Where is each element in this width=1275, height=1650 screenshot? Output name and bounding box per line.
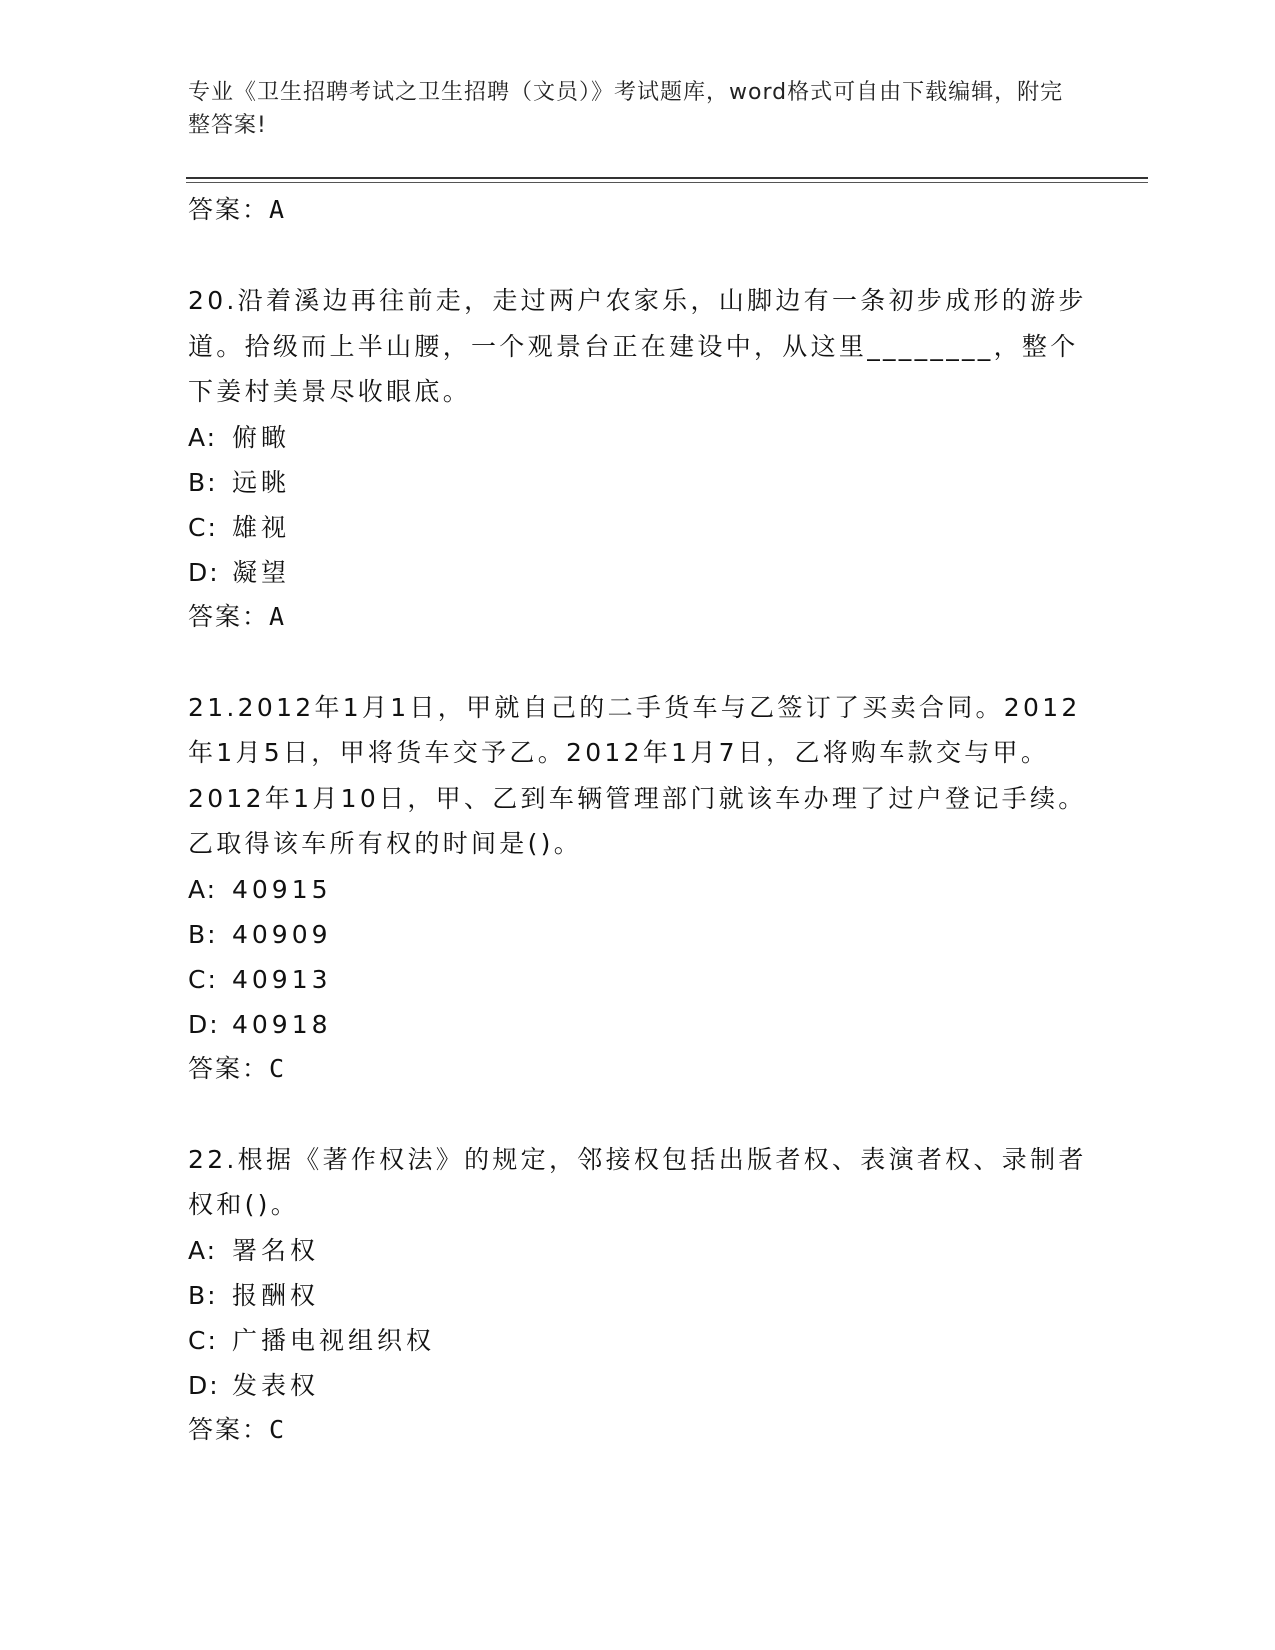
spacer bbox=[188, 1091, 1088, 1137]
option-list bbox=[188, 867, 1088, 1047]
option-key: D: bbox=[188, 1370, 220, 1400]
header-rule-thick bbox=[186, 177, 1148, 179]
option-list bbox=[188, 415, 1088, 595]
option-key: A: bbox=[188, 874, 218, 904]
header-rule-thin bbox=[186, 182, 1148, 183]
option-key: D: bbox=[188, 1009, 220, 1039]
question-text: 根据《著作权法》的规定，邻接权包括出版者权、表演者权、录制者权和()。 bbox=[188, 1144, 1087, 1219]
answer-label: 答案： bbox=[188, 195, 270, 224]
option-b bbox=[188, 1273, 1088, 1318]
option-d bbox=[188, 1002, 1088, 1047]
option-key: D: bbox=[188, 557, 220, 587]
answer-value: A bbox=[269, 601, 287, 631]
answer-value: A bbox=[269, 195, 287, 224]
option-text: 40909 bbox=[232, 919, 332, 949]
option-d bbox=[188, 550, 1088, 595]
option-text: 凝望 bbox=[232, 557, 291, 587]
option-text: 广播电视组织权 bbox=[232, 1325, 436, 1355]
option-key: C: bbox=[188, 512, 218, 542]
answer-value: C bbox=[269, 1053, 287, 1083]
question-21 bbox=[188, 685, 1088, 1091]
question-number: 21. bbox=[188, 692, 238, 722]
option-text: 俯瞰 bbox=[232, 422, 291, 452]
option-key: B: bbox=[188, 919, 218, 949]
option-text: 40913 bbox=[232, 964, 332, 994]
question-list bbox=[188, 188, 1088, 1452]
question-text: 沿着溪边再往前走，走过两户农家乐，山脚边有一条初步成形的游步道。拾级而上半山腰，一个观景台正在建设中，从这里________，整个下姜村美景尽收眼底。 bbox=[188, 286, 1087, 406]
option-c bbox=[188, 957, 1088, 1002]
option-list bbox=[188, 1228, 1088, 1408]
option-b bbox=[188, 912, 1088, 957]
question-number: 20. bbox=[188, 286, 238, 315]
option-key: C: bbox=[188, 964, 218, 994]
option-a bbox=[188, 1228, 1088, 1273]
question-number: 22. bbox=[188, 1144, 238, 1174]
question-stem bbox=[188, 685, 1088, 867]
option-b bbox=[188, 460, 1088, 505]
option-text: 40915 bbox=[232, 874, 332, 904]
option-text: 署名权 bbox=[232, 1235, 320, 1265]
option-text: 发表权 bbox=[232, 1370, 320, 1400]
question-20 bbox=[188, 278, 1088, 639]
question-22 bbox=[188, 1137, 1088, 1452]
option-text: 远眺 bbox=[232, 467, 291, 497]
previous-answer bbox=[188, 188, 1088, 232]
option-text: 报酬权 bbox=[232, 1280, 320, 1310]
question-answer bbox=[188, 1408, 1088, 1452]
question-stem bbox=[188, 278, 1088, 415]
option-a bbox=[188, 867, 1088, 912]
option-text: 40918 bbox=[232, 1009, 332, 1039]
question-answer bbox=[188, 1047, 1088, 1091]
document-header: 专业《卫生招聘考试之卫生招聘（文员）》考试题库，word格式可自由下载编辑，附完整答案! bbox=[188, 80, 1064, 138]
option-d bbox=[188, 1363, 1088, 1408]
option-c bbox=[188, 1318, 1088, 1363]
answer-label: 答案： bbox=[188, 1414, 270, 1444]
question-text: 2012年1月1日，甲就自己的二手货车与乙签订了买卖合同。2012年1月5日，甲将货车交予乙。2012年1月7日，乙将购车款交与甲。2012年1月10日，甲、乙到车辆管理部门就该车办理了过户登记手续。乙取得该车所有权的时间是()。 bbox=[188, 692, 1087, 858]
option-c bbox=[188, 505, 1088, 550]
option-key: A: bbox=[188, 1235, 218, 1265]
option-key: B: bbox=[188, 467, 218, 497]
answer-label: 答案： bbox=[188, 1053, 270, 1083]
option-a bbox=[188, 415, 1088, 460]
question-stem bbox=[188, 1137, 1088, 1228]
option-key: A: bbox=[188, 422, 218, 452]
option-key: B: bbox=[188, 1280, 218, 1310]
spacer bbox=[188, 232, 1088, 278]
question-answer bbox=[188, 595, 1088, 639]
answer-value: C bbox=[269, 1414, 287, 1444]
answer-label: 答案： bbox=[188, 601, 270, 631]
option-text: 雄视 bbox=[232, 512, 291, 542]
option-key: C: bbox=[188, 1325, 218, 1355]
spacer bbox=[188, 639, 1088, 685]
